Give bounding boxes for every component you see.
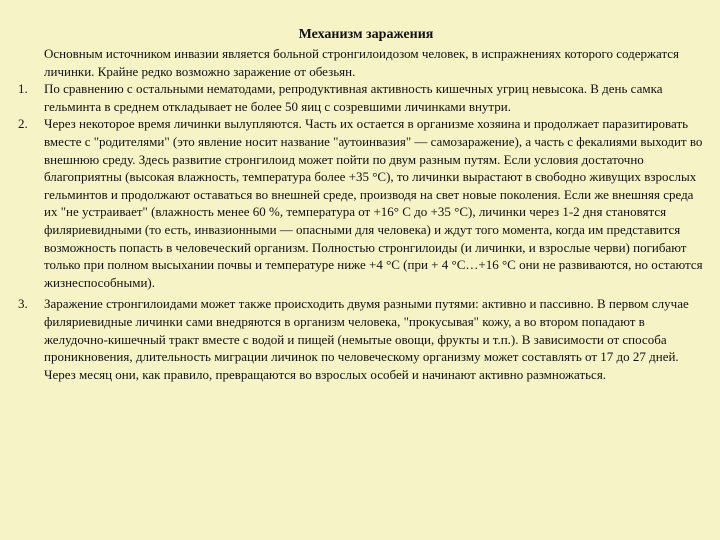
list-item-number: 3. [18, 296, 28, 312]
list-item-number: 2. [18, 116, 28, 132]
numbered-list [10, 80, 708, 383]
list-item [10, 295, 708, 383]
list-item-text: По сравнению с остальными нематодами, репродуктивная активность кишечных угриц невысока. В день самка гельминта в среднем откладывает не более 50 яиц с созревшими личинками внутри. [44, 81, 663, 114]
list-item [10, 115, 708, 291]
intro-paragraph: Основным источником инвазии является больной стронгилоидозом человек, в испражнениях которого содержатся личинки. Крайне редко возможно заражение от обезьян. [44, 46, 680, 79]
slide-title: Механизм заражения [298, 27, 434, 42]
list-item-number: 1. [18, 81, 28, 97]
list-item-text: Заражение стронгилоидами может также происходить двумя разными путями: активно и пассивно. В первом случае филяриевидные личинки сами внедряются в организм человека, "прокусывая" кожу, а во втором попадают в желудочно-кишечный тракт вместе с водой и пищей (немытые овощи, фрукты и т.п.). В зависимости от способа проникновения, длительность миграции личинок по человеческому организму может составлять от 17 до 27 дней. Через месяц они, как правило, превращаются во взрослых особей и начинают активно размножаться. [44, 296, 689, 382]
list-item [10, 80, 708, 115]
list-item-text: Через некоторое время личинки вылупляются. Часть их остается в организме хозяина и продолжает паразитировать вместе с "родителями" (это явление носит название "аутоинвазия" — самозаражение), а часть с фекалиями выходит во внешнюю среду. Здесь развитие стронгилоид может пойти по двум разным путям. Если условия достаточно благоприятны (высокая влажность, температура более +35 °С), то личинки вырастают в свободно живущих взрослых гельминтов и продолжают оставаться во внешней среде, производя на свет новые поколения. Если же внешняя среда их "не устраивает" (влажность менее 60 %, температура от +16° С до +35 °С), личинки через 1-2 дня становятся филяриевидными (то есть, инвазионными — опасными для человека) и ждут того момента, когда им представится возможность попасть в человеческий организм. Полностью стронгилоиды (и личинки, и взрослые черви) погибают только при полном высыхании почвы и температуре ниже +4 °С (при + 4 °С…+16 °С они не развиваются, но остаются жизнеспособными). [44, 116, 703, 290]
